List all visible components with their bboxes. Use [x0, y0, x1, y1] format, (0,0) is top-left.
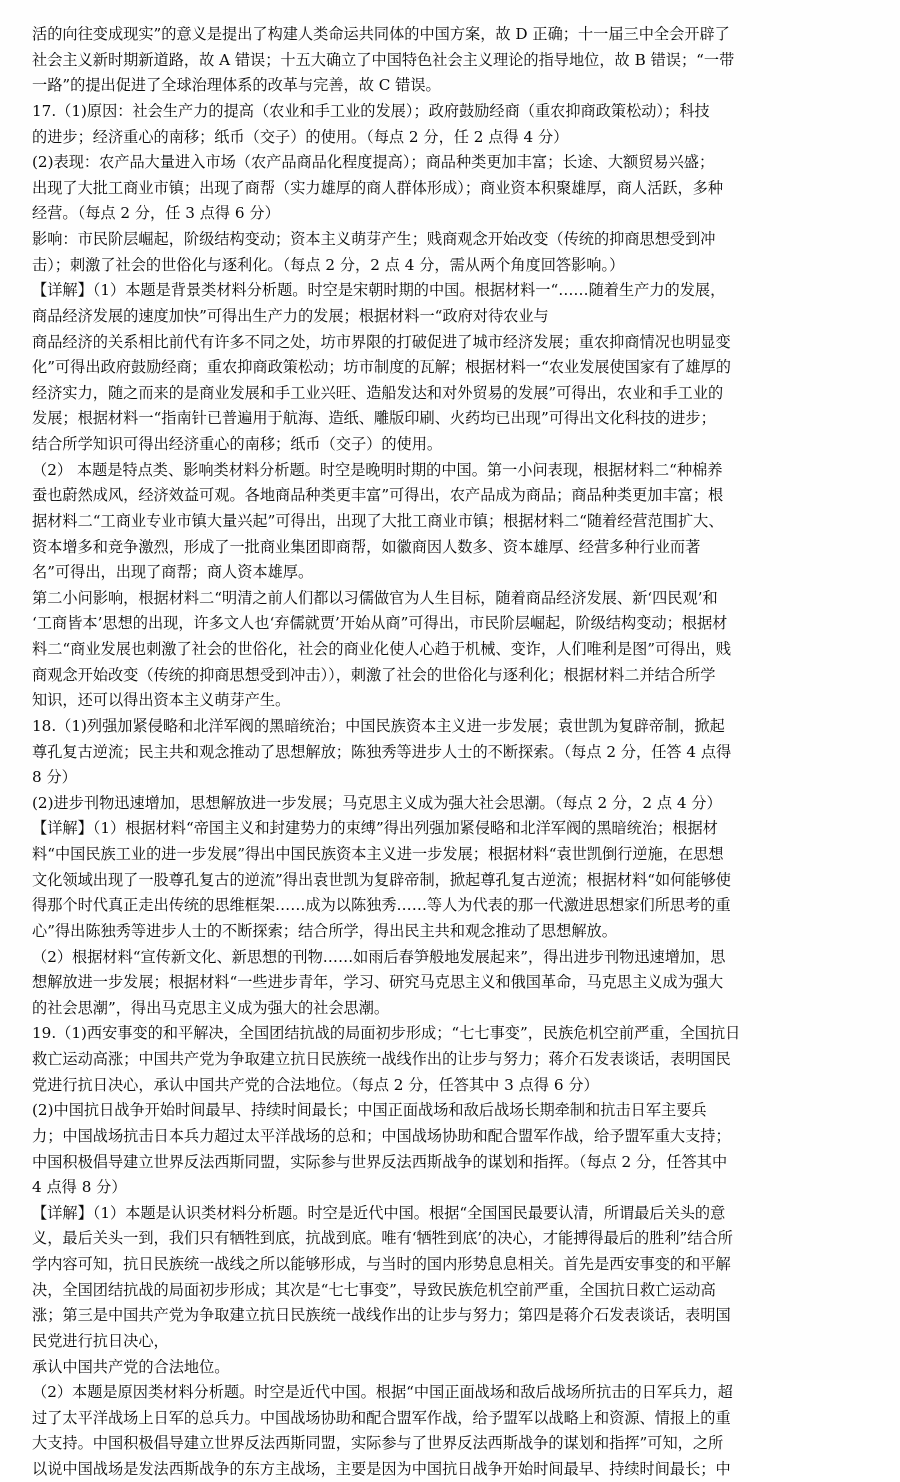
paragraph-line: 以说中国战场是发法西斯战争的东方主战场，主要是因为中国抗日战争开始时间最早、持续时间最长；中: [32, 1460, 731, 1478]
paragraph-line: 击）；刺激了社会的世俗化与逐利化。（每点 2 分，2 点 4 分，需从两个角度回答影响。）: [32, 255, 625, 274]
paragraph-line: 【详解】（1）本题是认识类材料分析题。时空是近代中国。根据“全国国民最要认清，所谓最后关头的意: [32, 1203, 726, 1222]
paragraph-line: 活的向往变成现实”的意义是提出了构建人类命运共同体的中国方案，故 D 正确；十一届三中全会开辟了: [32, 25, 730, 43]
paragraph-line: 心”得出陈独秀等进步人士的不断探索；结合所学，得出民主共和观念推动了思想解放。: [32, 921, 617, 940]
paragraph-line: 文化领域出现了一股尊孔复古的逆流”得出袁世凯为复辟帝制，掀起尊孔复古逆流；根据材料“如何能够使: [32, 870, 731, 889]
paragraph-line: 尊孔复古逆流；民主共和观念推动了思想解放；陈独秀等进步人士的不断探索。（每点 2 分，任答 4 点得: [32, 742, 732, 761]
paragraph-line: 承认中国共产党的合法地位。: [32, 1357, 230, 1376]
paragraph-line: (2)表现：农产品大量进入市场（农产品商品化程度提高）；商品种类更加丰富；长途、大额贸易兴盛；: [32, 153, 715, 172]
paragraph-line: 18.（1)列强加紧侵略和北洋军阀的黑暗统治；中国民族资本主义进一步发展；袁世凯为复辟帝制，掀起: [32, 716, 725, 735]
paragraph-line: 料二“商业发展也刺激了社会的世俗化，社会的商业化使人心趋于机械、变诈，人们唯利是图”可得出，贱: [32, 640, 731, 658]
paragraph-line: 的社会思潮”，得出马克思主义成为强大的社会思潮。: [32, 998, 390, 1017]
paragraph-line: 17.（1)原因：社会生产力的提高（农业和手工业的发展）；政府鼓励经商（重农抑商政策松动）；科技: [32, 101, 710, 120]
paragraph-line: 发展；根据材料一“指南针已普遍用于航海、造纸、雕版印刷、火药均已出现”可得出文化科技的进步；: [32, 409, 716, 428]
paragraph-line: ‘工商皆本’思想的出现，许多文人也‘弃儒就贾’开始从商”可得出，市民阶层崛起，阶级结构变动；根据材: [32, 614, 728, 633]
paragraph-line: 【详解】（1）根据材料“帝国主义和封建势力的束缚”得出列强加紧侵略和北洋军阀的黑暗统治；根据材: [32, 819, 718, 838]
paragraph-line: 【详解】（1）本题是背景类材料分析题。时空是宋朝时期的中国。根据材料一“……随着生产力的发展，: [32, 281, 726, 300]
paragraph-line: 经营。（每点 2 分，任 3 点得 6 分）: [32, 204, 280, 223]
paragraph-line: 第二小问影响，根据材料二“明清之前人们都以习儒做官为人生目标，随着商品经济发展、新‘四民观’和: [32, 588, 718, 607]
paragraph-line: 涨；第三是中国共产党为争取建立抗日民族统一战线作出的让步与努力；第四是蒋介石发表谈话，表明国: [32, 1306, 731, 1325]
paragraph-line: 义，最后关头一到，我们只有牺牲到底，抗战到底。唯有‘牺牲到底’的决心，才能搏得最后的胜利”结合所: [32, 1229, 733, 1248]
paragraph-line: 19.（1)西安事变的和平解决，全国团结抗战的局面初步形成；“七七事变”，民族危机空前严重，全国抗日: [32, 1024, 741, 1043]
paragraph-line: 党进行抗日决心，承认中国共产党的合法地位。（每点 2 分，任答其中 3 点得 6 分）: [32, 1075, 599, 1094]
paragraph-line: 得那个时代真正走出传统的思维框架……成为以陈独秀……等人为代表的那一代激进思想家们所思考的重: [32, 896, 731, 915]
paragraph-line: 民党进行抗日决心，: [32, 1331, 169, 1350]
paragraph-line: 的进步；经济重心的南移；纸币（交子）的使用。（每点 2 分，任 2 点得 4 分）: [32, 127, 569, 146]
paragraph-line: 影响：市民阶层崛起，阶级结构变动；资本主义萌芽产生；贱商观念开始改变（传统的抑商思想受到冲: [32, 230, 716, 248]
paragraph-line: 商品经济发展的速度加快”可得出生产力的发展；根据材料一“政府对待农业与: [32, 306, 549, 325]
paragraph-line: 资本增多和竞争激烈，形成了一批商业集团即商帮，如徽商因人数多、资本雄厚、经营多种行业而著: [32, 537, 701, 556]
paragraph-line: 大支持。中国积极倡导建立世界反法西斯同盟，实际参与了世界反法西斯战争的谋划和指挥”可知，之所: [32, 1434, 724, 1453]
paragraph-line: （2）根据材料“宣传新文化、新思想的刊物……如雨后春笋般地发展起来”，得出进步刊物迅速增加，思: [32, 947, 726, 966]
paragraph-line: 力；中国战场抗击日本兵力超过太平洋战场的总和；中国战场协助和配合盟军作战，给予盟军重大支持；: [32, 1126, 731, 1145]
paragraph-line: 中国积极倡导建立世界反法西斯同盟，实际参与世界反法西斯战争的谋划和指挥。（每点 2 分，任答其中: [32, 1152, 728, 1171]
paragraph-line: 出现了大批工商业市镇；出现了商帮（实力雄厚的商人群体形成）；商业资本积聚雄厚，商人活跃，多种: [32, 178, 724, 197]
paragraph-line: 商品经济的关系相比前代有许多不同之处，坊市界限的打破促进了城市经济发展；重农抑商情况也明显变: [32, 332, 731, 351]
paragraph-line: 社会主义新时期新道路，故 A 错误；十五大确立了中国特色社会主义理论的指导地位，故 B 错误；“一带: [32, 50, 735, 69]
paragraph-line: 知识，还可以得出资本主义萌芽产生。: [32, 691, 291, 710]
paragraph-line: 决，全国团结抗战的局面初步形成；其次是“七七事变”，导致民族危机空前严重，全国抗日救亡运动高: [32, 1280, 716, 1299]
paragraph-line: (2)中国抗日战争开始时间最早、持续时间最长；中国正面战场和敌后战场长期牵制和抗击日军主要兵: [32, 1101, 707, 1120]
paragraph-line: （2） 本题是特点类、影响类材料分析题。时空是晚明时期的中国。第一小问表现，根据材料二“种棉养: [32, 460, 723, 479]
paragraph-line: 名”可得出，出现了商帮；商人资本雄厚。: [32, 563, 314, 582]
paragraph-line: 8 分）: [32, 768, 77, 787]
paragraph-line: 学内容可知，抗日民族统一战线之所以能够形成，与当时的国内形势息息相关。首先是西安事变的和平解: [32, 1255, 731, 1273]
paragraph-line: 据材料二“工商业专业市镇大量兴起”可得出，出现了大批工商业市镇；根据材料二“随着经营范围扩大、: [32, 511, 724, 530]
document-body: [32, 22, 870, 1482]
paragraph-line: 4 点得 8 分）: [32, 1178, 127, 1197]
paragraph-line: (2)进步刊物迅速增加，思想解放进一步发展；马克思主义成为强大社会思潮。（每点 2 分，2 点 4 分）: [32, 793, 722, 812]
paragraph-line: 商观念开始改变（传统的抑商思想受到冲击）），刺激了社会的世俗化与逐利化；根据材料二并结合所学: [32, 665, 716, 684]
paragraph-line: （2）本题是原因类材料分析题。时空是近代中国。根据“中国正面战场和敌后战场所抗击的日军兵力，超: [32, 1383, 733, 1402]
paragraph-line: 化”可得出政府鼓励经商；重农抑商政策松动；坊市制度的瓦解；根据材料一“农业发展使国家有了雄厚的: [32, 358, 731, 377]
paragraph-line: 料“中国民族工业的进一步发展”得出中国民族资本主义进一步发展；根据材料“袁世凯倒行逆施，在思想: [32, 845, 724, 863]
paragraph-line: 结合所学知识可得出经济重心的南移；纸币（交子）的使用。: [32, 435, 443, 453]
paragraph-line: 救亡运动高涨；中国共产党为争取建立抗日民族统一战线作出的让步与努力；蒋介石发表谈话，表明国民: [32, 1050, 731, 1068]
paragraph-line: 想解放进一步发展；根据材料“一些进步青年，学习、研究马克思主义和俄国革命，马克思主义成为强大: [32, 973, 724, 992]
paragraph-line: 蚕也蔚然成风，经济效益可观。各地商品种类更丰富”可得出，农产品成为商品；商品种类更加丰富；根: [32, 486, 724, 505]
paragraph-line: 经济实力，随之而来的是商业发展和手工业兴旺、造船发达和对外贸易的发展”可得出，农业和手工业的: [32, 383, 724, 402]
paragraph-line: 过了太平洋战场上日军的总兵力。中国战场协助和配合盟军作战，给予盟军以战略上和资源、情报上的重: [32, 1408, 731, 1427]
paragraph-line: 一路”的提出促进了全球治理体系的改革与完善，故 C 错误。: [32, 76, 441, 95]
